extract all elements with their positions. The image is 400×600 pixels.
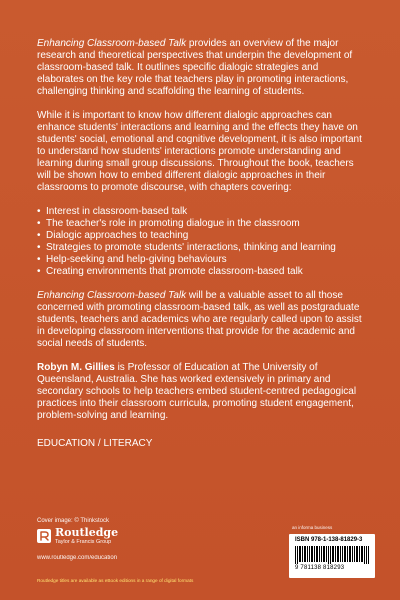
ebook-note: Routledge titles are available as eBook editions in a range of digital formats	[37, 578, 194, 583]
chapter-list-item: • Help-seeking and help-giving behaviours	[37, 254, 367, 266]
intro-text: provides an overview of the major research and theoretical perspectives that underpin the development of classroom-based talk. It outlines specific dialogic strategies and elaborates on the key role that teachers play in promoting interactions, challenging thinking and scaffolding the learning of students.	[37, 38, 353, 97]
audience-paragraph	[37, 290, 367, 350]
book-title-italic-repeat: Enhancing Classroom-based Talk	[37, 290, 187, 301]
author-bio-text: is Professor of Education at The University of Queensland, Australia. She has worked extensively in primary and secondary schools to help teachers embed student-centred pedagogical practices into their classroom curricula, promoting student engagement, problem-solving and learning.	[37, 362, 357, 421]
cover-text-block	[37, 38, 367, 450]
chapter-list-item: • Dialogic approaches to teaching	[37, 230, 367, 242]
chapter-list-item: • Strategies to promote students' interactions, thinking and learning	[37, 242, 367, 254]
author-bio	[37, 362, 367, 422]
publisher-group: Taylor & Francis Group	[55, 539, 112, 545]
audience-text: will be a valuable asset to all those concerned with promoting classroom-based talk, as well as postgraduate students, teachers and academics who are regularly called upon to assist in developing classroom interventions that provide for the academic and social needs of students.	[37, 290, 362, 349]
intro-paragraph	[37, 38, 367, 98]
chapter-list-item: • Interest in classroom-based talk	[37, 206, 367, 218]
chapter-list-item: • Creating environments that promote classroom-based talk	[37, 266, 367, 278]
isbn-label: ISBN 978-1-138-81829-3	[295, 537, 363, 543]
informa-business-note: an informa business	[292, 525, 333, 530]
dialogic-paragraph: While it is important to know how different dialogic approaches can enhance students' interactions and learning and the effects they have on students' social, emotional and cognitive development, it is also important to understand how students' interactions promote understanding and learning during small group discussions. Throughout the book, teachers will be shown how to embed different dialogic approaches in their classrooms to promote discourse, with chapters covering:	[37, 110, 362, 193]
author-name: Robyn M. Gillies	[37, 362, 115, 373]
book-title-italic: Enhancing Classroom-based Talk	[37, 38, 187, 49]
subject-category: EDUCATION / LITERACY	[37, 438, 153, 449]
routledge-logo-icon	[37, 529, 51, 543]
barcode-number: 9 781138 818293	[295, 565, 345, 571]
barcode-icon	[295, 546, 369, 564]
publisher-name: Routledge	[55, 526, 119, 539]
chapter-list-item: • The teacher's role in promoting dialogue in the classroom	[37, 218, 367, 230]
chapter-list	[37, 206, 367, 278]
cover-image-credit: Cover image: © Thinkstock	[37, 518, 110, 524]
publisher-website: www.routledge.com/education	[37, 555, 118, 561]
isbn-barcode-box	[289, 534, 375, 578]
publisher-logo	[37, 527, 197, 549]
